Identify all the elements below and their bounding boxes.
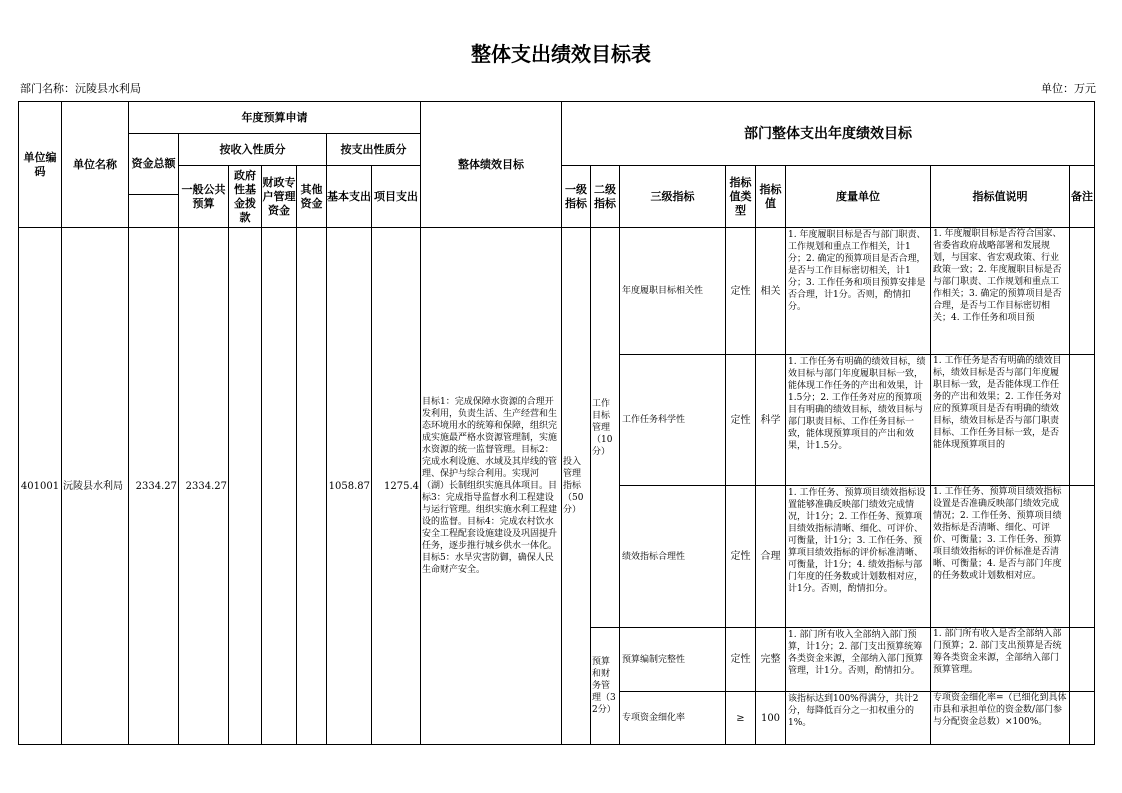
header-dept-goal: 部门整体支出年度绩效目标 (562, 102, 1095, 166)
indicator-type: 定性 (726, 486, 756, 628)
cell-level2-group: 预算和财务管理（32分） (591, 628, 620, 745)
header-remark: 备注 (1070, 166, 1095, 228)
indicator-measure: 该指标达到100%得满分，共计2分，每降低百分之一扣权重分的1%。 (786, 692, 931, 745)
indicator-remark (1070, 692, 1095, 745)
indicator-value: 科学 (756, 355, 786, 486)
indicator-desc: 1. 工作任务是否有明确的绩效目标，绩效目标是否与部门年度履职目标一致，是否能体现工作任务的产出和效果；2. 工作任务对应的预算项目是否有明确的绩效目标，绩效目标是否与部门职责目标、工作任务目标一致，是否能体现预算项目的 (931, 355, 1070, 486)
indicator-desc: 专项资金细化率=（已细化到具体市县和承担单位的资金数/部门参与分配资金总数）×100%。 (931, 692, 1070, 745)
indicator-desc: 1. 工作任务、预算项目绩效指标设置是否准确反映部门绩效完成情况；2. 工作任务、预算项目绩效指标是否清晰、细化、可评价、可衡量；3. 工作任务、预算项目绩效指标的评价标准是否清晰、可衡量；4. 是否与部门年度的任务数或计划数相对应。 (931, 486, 1070, 628)
cell-unit-name: 沅陵县水利局 (62, 228, 129, 745)
indicator-value: 完整 (756, 628, 786, 692)
header-unit-code: 单位编码 (19, 102, 62, 228)
cell-basic-expense: 1058.87 (327, 228, 372, 745)
indicator-measure: 1. 工作任务、预算项目绩效指标设置能够准确反映部门绩效完成情况，计1分；2. 工作任务、预算项目绩效指标清晰、细化、可评价、可衡量，计1分；3. 工作任务、预算项目绩效指标的评价标准清晰、可衡量，计1分；4. 绩效指标与部门年度的任务数或计划数相对应，计1分。否则，酌情扣分。 (786, 486, 931, 628)
indicator-desc: 1. 部门所有收入是否全部纳入部门预算；2. 部门支出预算是否统筹各类资金来源，全部纳入部门预算管理。 (931, 628, 1070, 692)
indicator-value: 合理 (756, 486, 786, 628)
indicator-remark (1070, 628, 1095, 692)
header-total-funds: 资金总额 (129, 134, 179, 195)
cell-total-funds: 2334.27 (129, 228, 179, 745)
cell-overall-goal: 目标1：完成保障水资源的合理开发利用，负责生活、生产经营和生态环境用水的统筹和保障，组织完成实施最严格水资源管理制，实施水资源的统一监督管理。目标2：完成水利设施、水域及其岸线的管理、保护与综合利用。实现河（湖）长制组织实施具体项目。目标3：完成指导监督水利工程建设与运行管理。组织实施水利工程建设的监督。目标4：完成农村饮水安全工程配套设施建设及巩固提升任务，逐步推行城乡供水一体化。目标5：水旱灾害防御，确保人民生命财产安全。 (421, 228, 562, 745)
cell-project-expense: 1275.4 (372, 228, 421, 745)
indicator-remark (1070, 228, 1095, 355)
header-value-desc: 指标值说明 (931, 166, 1070, 228)
indicator-value: 100 (756, 692, 786, 745)
department-name: 部门名称：沅陵县水利局 (20, 82, 141, 95)
header-other-funds: 其他资金 (297, 166, 327, 228)
indicator-level3: 专项资金细化率 (620, 692, 726, 745)
header-gov-fund: 政府性基金拨款 (229, 166, 262, 228)
header-by-income: 按收入性质分 (179, 134, 327, 166)
indicator-desc: 1. 年度履职目标是否符合国家、省委省政府战略部署和发展规划，与国家、省宏观政策、行业政策一致；2. 年度履职目标是否与部门职责、工作规划和重点工作相关；3. 确定的预算项目是否合理，是否与工作目标密切相关；4. 工作任务和项目预 (931, 228, 1070, 355)
cell-other-funds (297, 228, 327, 745)
indicator-level3: 绩效指标合理性 (620, 486, 726, 628)
currency-unit: 单位：万元 (1041, 82, 1096, 95)
header-general-budget: 一般公共预算 (179, 166, 229, 228)
cell-level2-group: 工作目标管理（10分） (591, 228, 620, 628)
header-by-expense: 按支出性质分 (327, 134, 421, 166)
indicator-level3: 年度履职目标相关性 (620, 228, 726, 355)
header-value-type: 指标值类型 (726, 166, 756, 228)
header-level3: 三级指标 (620, 166, 726, 228)
indicator-remark (1070, 355, 1095, 486)
indicator-level3: 工作任务科学性 (620, 355, 726, 486)
indicator-value: 相关 (756, 228, 786, 355)
indicator-measure: 1. 部门所有收入全部纳入部门预算，计1分；2. 部门支出预算统筹各类资金来源，全部纳入部门预算管理，计1分。否则，酌情扣分。 (786, 628, 931, 692)
indicator-level3: 预算编制完整性 (620, 628, 726, 692)
indicator-measure: 1. 年度履职目标是否与部门职责、工作规划和重点工作相关，计1分；2. 确定的预算项目是否合理，是否与工作目标密切相关，计1分；3. 工作任务和项目预算安排是否合理，计1分。否则，酌情扣分。 (786, 228, 931, 355)
indicator-type: 定性 (726, 628, 756, 692)
header-basic-expense: 基本支出 (327, 166, 372, 228)
header-unit-name: 单位名称 (62, 102, 129, 228)
header-level2: 二级指标 (591, 166, 620, 228)
cell-unit-code: 401001 (19, 228, 62, 745)
indicator-type: 定性 (726, 355, 756, 486)
cell-fiscal-special (262, 228, 297, 745)
indicator-type: ≥ (726, 692, 756, 745)
cell-level1: 投入管理指标（50分） (562, 228, 591, 745)
header-fiscal-special: 财政专户管理资金 (262, 166, 297, 228)
header-overall-goal: 整体绩效目标 (421, 102, 562, 228)
indicator-type: 定性 (726, 228, 756, 355)
indicator-measure: 1. 工作任务有明确的绩效目标，绩效目标与部门年度履职目标一致，能体现工作任务的产出和效果，计1.5分；2. 工作任务对应的预算项目有明确的绩效目标，绩效目标与部门职责目标、工作任务目标一致，能体现预算项目的产出和效果，计1.5分。 (786, 355, 931, 486)
cell-gov-fund (229, 228, 262, 745)
performance-goal-table (18, 101, 1095, 745)
indicator-remark (1070, 486, 1095, 628)
header-annual-budget: 年度预算申请 (129, 102, 421, 134)
cell-general-budget: 2334.27 (179, 228, 229, 745)
header-value: 指标值 (756, 166, 786, 228)
page-title: 整体支出绩效目标表 (471, 42, 651, 66)
header-level1: 一级指标 (562, 166, 591, 228)
header-project-expense: 项目支出 (372, 166, 421, 228)
header-measure-unit: 度量单位 (786, 166, 931, 228)
